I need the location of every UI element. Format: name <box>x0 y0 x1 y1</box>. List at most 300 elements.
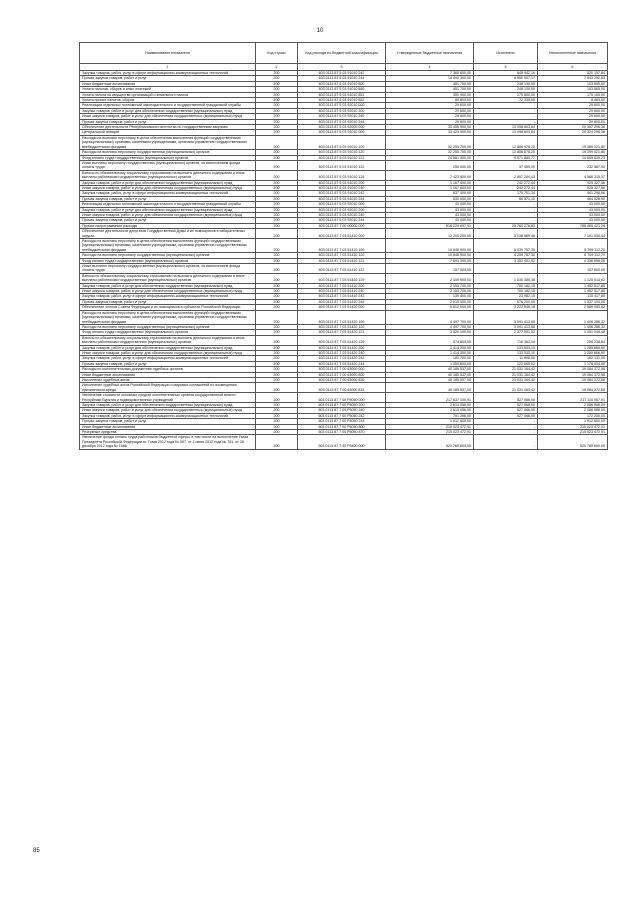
row-unexecuted-amount: 1 151 048,48 <box>538 330 608 335</box>
table-row <box>80 356 608 361</box>
row-line-code: 200 <box>256 135 298 149</box>
row-unexecuted-amount: 1 452 517,85 <box>538 289 608 294</box>
row-executed-amount: - <box>474 114 538 119</box>
row-budget-code: 603 0113 87 7 03 51420 129 <box>298 335 386 345</box>
header-executed: Исполнено <box>474 43 538 64</box>
row-budget-code: 603 0113 87 5 03 91010 850 <box>298 87 386 92</box>
row-budget-code: 603 0113 87 7 03 51420 242 <box>298 356 386 361</box>
row-indicator-name: Расходы на выплаты персоналу государственных (муниципальных) органов <box>80 253 256 258</box>
row-executed-amount: - <box>474 202 538 207</box>
row-unexecuted-amount: 1 406 286,32 <box>538 324 608 329</box>
row-unexecuted-amount: 19 389 021,80 <box>538 135 608 149</box>
row-unexecuted-amount: 217 110 067,91 <box>538 393 608 403</box>
row-indicator-name: Иные бюджетные ассигнования <box>80 372 256 377</box>
row-budget-code: 603 0113 87 7 00 63000 000 <box>298 367 386 372</box>
row-budget-code: 603 0113 87 5 03 91010 000 <box>298 130 386 135</box>
row-unexecuted-amount: 19 084 372,58 <box>538 377 608 382</box>
row-approved-amount: 1 300 600,00 <box>386 361 474 366</box>
row-approved-amount: 43 000,00 <box>386 202 474 207</box>
row-unexecuted-amount: 1 120 514,62 <box>538 273 608 283</box>
row-indicator-name: Закупка товаров, работ, услуг в сфере информационно-коммуникационных технологий <box>80 294 256 299</box>
row-executed-amount: 21 031 164,42 <box>474 383 538 393</box>
row-indicator-name: Закупка товаров, работ, услуг в сфере информационно-коммуникационных технологий <box>80 191 256 196</box>
table-row <box>80 283 608 288</box>
row-indicator-name: Прочая закупка товаров, работ и услуг <box>80 361 256 366</box>
row-executed-amount: - <box>474 108 538 113</box>
row-budget-code: 603 0113 87 7 00 63000 800 <box>298 372 386 377</box>
row-approved-amount: 2 613 056,00 <box>386 408 474 413</box>
row-executed-amount: 716 362,16 <box>474 335 538 345</box>
row-executed-amount: 676 200,00 <box>474 299 538 304</box>
row-approved-amount: 157 000,00 <box>386 264 474 274</box>
row-line-code: 200 <box>256 98 298 103</box>
row-unexecuted-amount: 175 100,00 <box>538 92 608 97</box>
row-line-code: 200 <box>256 87 298 92</box>
row-approved-amount: 29 600,00 <box>386 103 474 108</box>
row-budget-code: 603 0113 87 5 03 91010 852 <box>298 98 386 103</box>
row-approved-amount: 4 497 700,00 <box>386 324 474 329</box>
row-indicator-name: Фонд оплаты труда государственных (муниципальных) органов <box>80 258 256 263</box>
row-budget-code: 603 0113 87 5 03 91010 242 <box>298 191 386 196</box>
table-row <box>80 350 608 355</box>
table-row <box>80 185 608 190</box>
row-line-code: 200 <box>256 324 298 329</box>
row-budget-code: 603 0113 87 7 00 63000 830 <box>298 377 386 382</box>
header-line-code: Код строки <box>256 43 298 64</box>
row-executed-amount: 175 800,00 <box>474 92 538 97</box>
row-budget-code: 603 0113 87 7 00 P5050 800 <box>298 424 386 429</box>
row-executed-amount: 3 091 413,68 <box>474 324 538 329</box>
row-unexecuted-amount: 215 023 472,91 <box>538 430 608 435</box>
row-unexecuted-amount: 43 000,00 <box>538 212 608 217</box>
row-executed-amount: 12 866 978,20 <box>474 135 538 149</box>
row-unexecuted-amount: 1 280 666,90 <box>538 345 608 350</box>
row-budget-code: 603 0113 87 5 03 91010 800 <box>298 81 386 86</box>
row-indicator-name: Прочая закупка товаров, работ и услуг <box>80 119 256 124</box>
row-indicator-name: Расходы на выплаты персоналу в целях обеспечения выполнения функций государственными (муниципальными) органами, казенными учреждениями, органами управления государственными внебюджетными фондами <box>80 239 256 253</box>
row-indicator-name: Взносы по обязательному социальному страхованию на выплаты денежного содержания и иные выплаты работникам государственных (муниципальных) органов <box>80 335 256 345</box>
table-row <box>80 324 608 329</box>
row-unexecuted-amount: 4 338 898,08 <box>538 258 608 263</box>
row-budget-code: 603 0113 87 5 03 92010 000 <box>298 103 386 108</box>
row-approved-amount: 12 200 200,00 <box>386 229 474 239</box>
table-row <box>80 155 608 160</box>
row-unexecuted-amount: 215 023 472,91 <box>538 424 608 429</box>
row-line-code: 200 <box>256 299 298 304</box>
row-executed-amount: 1 030 385,38 <box>474 273 538 283</box>
row-approved-amount: 4 497 700,00 <box>386 310 474 324</box>
row-approved-amount: 43 000,00 <box>386 218 474 223</box>
row-budget-code: 603 0113 87 5 03 91010 240 <box>298 185 386 190</box>
row-approved-amount: 33 455 900,00 <box>386 125 474 130</box>
table-row <box>80 160 608 170</box>
row-line-code: 200 <box>256 350 298 355</box>
row-unexecuted-amount: 29 600,00 <box>538 114 608 119</box>
row-indicator-name: Иные закупки товаров, работ и услуг для обеспечения государственных (муниципальных) нужд <box>80 289 256 294</box>
table-row <box>80 135 608 149</box>
row-unexecuted-amount: 232 587,00 <box>538 160 608 170</box>
row-indicator-name: Исполнение судебных актов <box>80 377 256 382</box>
row-line-code: 200 <box>256 185 298 190</box>
row-indicator-name: Увеличение стоимости основных средств исполнительных органов государственной власти Республики Бурятия и подведомственных учреждений <box>80 393 256 403</box>
row-executed-amount: 3 222 946,18 <box>474 305 538 310</box>
row-line-code: 200 <box>256 125 298 130</box>
row-line-code: 200 <box>256 253 298 258</box>
row-approved-amount: 350 900,00 <box>386 92 474 97</box>
row-approved-amount: 43 000,00 <box>386 212 474 217</box>
table-row <box>80 253 608 258</box>
row-indicator-name: Обеспечение деятельности депутатов Государственной Думы и их помощников в избирательных округах <box>80 229 256 239</box>
row-indicator-name: Расходы на выплаты персоналу в целях обеспечения выполнения функций государственными (муниципальными) органами, казенными учреждениями, органами управления государственными внебюджетными фондами <box>80 135 256 149</box>
row-indicator-name: Обеспечение членов Совета Федерации и их помощников в субъектах Российской Федерации <box>80 305 256 310</box>
row-budget-code: 603 0113 87 7 03 51420 121 <box>298 330 386 335</box>
row-indicator-name: Закупка товаров, работ, услуг в сфере информационно-коммуникационных технологий <box>80 71 256 76</box>
row-approved-amount: 139 400,00 <box>386 294 474 299</box>
row-approved-amount: 29 600,00 <box>386 114 474 119</box>
row-unexecuted-amount: 4 566 315,57 <box>538 170 608 180</box>
row-budget-code: 603 0113 87 7 00 P5050 244 <box>298 419 386 424</box>
row-line-code: 200 <box>256 76 298 81</box>
header-approved: Утвержденные бюджетные назначения <box>386 43 474 64</box>
row-budget-code: 603 0113 87 5 03 91010 121 <box>298 155 386 160</box>
row-indicator-name: Закупка товаров, работ и услуг для обеспечения государственных (муниципальных) нужд <box>80 403 256 408</box>
row-budget-code: 603 0113 87 7 03 51410 244 <box>298 299 386 304</box>
row-unexecuted-amount: 19 084 372,58 <box>538 383 608 393</box>
row-approved-amount: 2 153 700,00 <box>386 289 474 294</box>
row-indicator-name: Исполнение судебных актов Российской Федерации и мировых соглашений по возмещению причиненного вреда <box>80 383 256 393</box>
row-executed-amount: 6 550 007,17 <box>474 76 538 81</box>
row-indicator-name: Расходы на выплаты персоналу государственных (муниципальных) органов <box>80 324 256 329</box>
row-budget-code: 603 0113 87 7 00 P5050 000 <box>298 393 386 403</box>
row-line-code: 200 <box>256 335 298 345</box>
table-row <box>80 289 608 294</box>
table-row <box>80 273 608 283</box>
row-line-code: 200 <box>256 258 298 263</box>
row-budget-code: 603 0113 87 5 03 92010 240 <box>298 212 386 217</box>
row-unexecuted-amount: 2 086 986,00 <box>538 408 608 413</box>
column-number: 4 <box>386 64 474 71</box>
row-line-code: 200 <box>256 393 298 403</box>
row-approved-amount: 10 848 900,00 <box>386 253 474 258</box>
row-line-code: 200 <box>256 264 298 274</box>
row-unexecuted-amount: 520 157,84 <box>538 71 608 76</box>
row-approved-amount: 215 023 472,91 <box>386 430 474 435</box>
row-approved-amount: 3 520 100,00 <box>386 330 474 335</box>
row-unexecuted-amount: 14 609 639,23 <box>538 155 608 160</box>
row-indicator-name: Расходы по исполнительным документам судебных органов <box>80 367 256 372</box>
column-number: 1 <box>80 64 256 71</box>
row-line-code: 200 <box>256 403 298 408</box>
row-unexecuted-amount: 162 131,00 <box>538 356 608 361</box>
row-indicator-name: Иные бюджетные ассигнования <box>80 424 256 429</box>
row-approved-amount: 1 167 600,00 <box>386 185 474 190</box>
row-executed-amount: 3 091 413,68 <box>474 310 538 324</box>
row-approved-amount: 29 600,00 <box>386 119 474 124</box>
row-executed-amount: 13 098 603,64 <box>474 130 538 135</box>
row-indicator-name: Увеличение фонда оплаты труда работников бюджетной сферы, в том числе на выполнение Указа Президента Российской Федерации от 7 мая 2012 года № 597, от 1 июня 2012 года № 761, от 28 декабря 2012 года № 1688 <box>80 435 256 449</box>
row-approved-amount: 40 185 537,00 <box>386 377 474 382</box>
row-executed-amount: 845 442,16 <box>474 71 538 76</box>
row-budget-code: 603 0113 87 5 03 92000 000 <box>298 125 386 130</box>
row-line-code: 200 <box>256 155 298 160</box>
row-executed-amount: 13 098 603,64 <box>474 125 538 130</box>
table-row <box>80 180 608 185</box>
header-unexecuted: Неисполненные назначения <box>538 43 608 64</box>
row-line-code: 200 <box>256 424 298 429</box>
header-row <box>80 43 608 64</box>
row-approved-amount: 974 600,00 <box>386 335 474 345</box>
row-line-code: 200 <box>256 419 298 424</box>
row-indicator-name: Расходы на выплаты персоналу в целях обеспечения выполнения функций государственными (муниципальными) органами, казенными учреждениями, органами управления государственными внебюджетными фондами <box>80 310 256 324</box>
row-line-code: 200 <box>256 103 298 108</box>
row-approved-amount: 14 493 300,00 <box>386 76 474 81</box>
header-budget-code: Код расхода по бюджетной классификации <box>298 43 386 64</box>
row-executed-amount: 242 272,44 <box>474 180 538 185</box>
row-unexecuted-amount: 786 469 421,28 <box>538 223 608 228</box>
column-number-row <box>80 64 608 71</box>
table-row <box>80 92 608 97</box>
row-executed-amount: 5 038 669,46 <box>474 229 538 239</box>
row-budget-code: 603 0113 87 7 03 51420 120 <box>298 324 386 329</box>
row-budget-code: 603 0113 87 5 03 91010 851 <box>298 92 386 97</box>
row-approved-amount: 7 365 600,00 <box>386 71 474 76</box>
row-line-code: 200 <box>256 377 298 382</box>
row-executed-amount: - <box>474 424 538 429</box>
row-indicator-name: Закупка товаров, работ и услуг для обеспечения государственных (муниципальных) нужд <box>80 283 256 288</box>
row-budget-code: 603 0113 87 7 03 51420 240 <box>298 350 386 355</box>
row-approved-amount: 32 255 700,00 <box>386 135 474 149</box>
row-unexecuted-amount: 1 337 100,00 <box>538 299 608 304</box>
row-unexecuted-amount: 8 465,00 <box>538 98 608 103</box>
row-line-code: 200 <box>256 283 298 288</box>
row-executed-amount: 527 066,00 <box>474 408 538 413</box>
row-unexecuted-amount: 157 000,00 <box>538 264 608 274</box>
row-budget-code: 603 0113 87 7 00 63000 831 <box>298 383 386 393</box>
row-indicator-name: Расходы на выплаты персоналу государственных (муниципальных) органов <box>80 150 256 155</box>
row-line-code: 200 <box>256 81 298 86</box>
row-unexecuted-amount: 115 417,85 <box>538 294 608 299</box>
row-executed-amount: 248 130,00 <box>474 87 538 92</box>
row-approved-amount: 10 848 900,00 <box>386 239 474 253</box>
row-unexecuted-amount: 461 298,66 <box>538 191 608 196</box>
row-line-code: 200 <box>256 170 298 180</box>
row-indicator-name: Иные закупки товаров, работ и услуг для обеспечения государственных (муниципальных) нужд <box>80 185 256 190</box>
row-executed-amount: - <box>474 435 538 449</box>
row-budget-code: 603 0113 87 7 00 P5050 240 <box>298 408 386 413</box>
row-executed-amount: 242 272,44 <box>474 185 538 190</box>
row-line-code: 200 <box>256 273 298 283</box>
row-line-code: 200 <box>256 408 298 413</box>
row-budget-code: 603 0113 87 5 03 92010 244 <box>298 119 386 124</box>
row-executed-amount: - <box>474 264 538 274</box>
column-number: 3 <box>298 64 386 71</box>
row-approved-amount: 451 700,00 <box>386 81 474 86</box>
row-indicator-name: Иные выплаты персоналу государственных (муниципальных) органов, за исключением фонда оплаты труда <box>80 160 256 170</box>
row-budget-code: 603 0113 87 7 03 51410 000 <box>298 229 386 239</box>
row-approved-amount: 530 600,00 <box>386 196 474 201</box>
row-unexecuted-amount: 464 028,90 <box>538 196 608 201</box>
table-row <box>80 383 608 393</box>
row-executed-amount: 527 066,00 <box>474 413 538 418</box>
row-executed-amount: 122 065,02 <box>474 361 538 366</box>
header-indicator-name: Наименование показателя <box>80 43 256 64</box>
row-unexecuted-amount: 1 452 517,85 <box>538 283 608 288</box>
row-line-code: 200 <box>256 383 298 393</box>
row-executed-amount: 23 982,15 <box>474 294 538 299</box>
row-budget-code: 603 0113 87 7 00 P5050 200 <box>298 403 386 408</box>
row-line-code: 200 <box>256 207 298 212</box>
row-unexecuted-amount: 7 943 292,83 <box>538 76 608 81</box>
row-unexecuted-amount: 172 200,00 <box>538 413 608 418</box>
row-executed-amount: 72 335,00 <box>474 98 538 103</box>
row-indicator-name: Закупка товаров, работ и услуг для обеспечения государственных (муниципальных) нужд <box>80 180 256 185</box>
row-approved-amount: 7 691 300,00 <box>386 258 474 263</box>
row-line-code: 200 <box>256 356 298 361</box>
row-executed-amount: 248 130,00 <box>474 81 538 86</box>
table-row <box>80 413 608 418</box>
row-unexecuted-amount: 1 406 286,32 <box>538 310 608 324</box>
row-approved-amount: 1 414 300,00 <box>386 350 474 355</box>
table-row <box>80 170 608 180</box>
row-approved-amount: 2 613 056,00 <box>386 403 474 408</box>
row-budget-code: 603 0113 87 5 03 91010 242 <box>298 71 386 76</box>
row-approved-amount: 2 015 300,00 <box>386 299 474 304</box>
row-approved-amount: 24 581 500,00 <box>386 155 474 160</box>
row-indicator-name: Закупка товаров, работ, услуг в сфере информационно-коммуникационных технологий <box>80 356 256 361</box>
row-executed-amount: 4 259 787,30 <box>474 253 538 258</box>
row-indicator-name: Центральный аппарат <box>80 130 256 135</box>
row-indicator-name: Взносы по обязательному социальному страхованию на выплаты денежного содержания и иные выплаты работникам государственных (муниципальных) органов <box>80 170 256 180</box>
row-budget-code: 603 0113 87 7 03 51420 244 <box>298 361 386 366</box>
row-line-code: 200 <box>256 330 298 335</box>
row-executed-amount: 3 352 401,92 <box>474 258 538 263</box>
row-line-code: 200 <box>256 345 298 350</box>
row-indicator-name: Закупка товаров, работ и услуг для обеспечения государственных (муниципальных) нужд <box>80 345 256 350</box>
row-indicator-name: Уплата налога на имущество организаций и земельного налога <box>80 92 256 97</box>
row-unexecuted-amount: 19 084 372,58 <box>538 372 608 377</box>
row-budget-code: 603 0113 87 5 03 92010 200 <box>298 108 386 113</box>
row-budget-code: 603 0113 87 7 00 00000 000 <box>298 223 386 228</box>
row-approved-amount: 701 266,00 <box>386 413 474 418</box>
row-indicator-name: Иные закупки товаров, работ и услуг для обеспечения государственных (муниципальных) нужд <box>80 408 256 413</box>
row-indicator-name: Фонд оплаты труда государственных (муниципальных) органов <box>80 155 256 160</box>
row-executed-amount: 2 857 284,43 <box>474 170 538 180</box>
row-budget-code: 603 0113 87 7 03 51410 240 <box>298 289 386 294</box>
row-approved-amount: 217 637 100,91 <box>386 393 474 403</box>
row-indicator-name: Резервные средства <box>80 430 256 435</box>
row-executed-amount: 175 701,34 <box>474 191 538 196</box>
row-executed-amount: 21 031 164,42 <box>474 377 538 382</box>
row-indicator-name: Иные бюджетные ассигнования <box>80 81 256 86</box>
row-line-code: 200 <box>256 191 298 196</box>
table-row <box>80 71 608 76</box>
row-indicator-name: Закупка товаров, работ и услуг для обеспечения государственных (муниципальных) нужд <box>80 108 256 113</box>
row-indicator-name: Реализация отдельных полномочий законодательного и государственной гражданской службы <box>80 103 256 108</box>
row-unexecuted-amount: 103 565,00 <box>538 87 608 92</box>
row-line-code: 200 <box>256 130 298 135</box>
row-budget-code: 603 0113 87 7 03 51420 100 <box>298 310 386 324</box>
row-approved-amount: 1 912 600,00 <box>386 419 474 424</box>
row-unexecuted-amount: 29 600,00 <box>538 103 608 108</box>
row-indicator-name: Иные закупки товаров, работ и услуг для обеспечения государственных (муниципальных) нужд <box>80 114 256 119</box>
row-unexecuted-amount: 1 280 666,90 <box>538 350 608 355</box>
table-row <box>80 229 608 239</box>
row-indicator-name: Обеспечение деятельности Республиканского агентства по государственным закупкам <box>80 125 256 130</box>
row-line-code: 200 <box>256 114 298 119</box>
row-budget-code: 603 0113 87 7 03 51410 100 <box>298 239 386 253</box>
row-line-code: 200 <box>256 229 298 239</box>
row-budget-code: 603 0113 87 7 03 51410 200 <box>298 283 386 288</box>
row-budget-code: 603 0113 87 7 00 P5050 242 <box>298 413 386 418</box>
row-indicator-name: Прочая закупка товаров, работ и услуг <box>80 218 256 223</box>
row-unexecuted-amount: 2 086 986,00 <box>538 403 608 408</box>
row-indicator-name: Закупка товаров, работ и услуг для обеспечения государственных (муниципальных) нужд <box>80 207 256 212</box>
row-executed-amount: - <box>474 218 538 223</box>
row-budget-code: 603 0113 87 5 03 91010 200 <box>298 180 386 185</box>
row-approved-amount: 1 167 600,00 <box>386 180 474 185</box>
row-unexecuted-amount: 5 799 112,70 <box>538 239 608 253</box>
row-unexecuted-amount: 925 327,56 <box>538 185 608 190</box>
row-executed-amount: 5 039 757,30 <box>474 239 538 253</box>
row-indicator-name: Прочие непрограммные расходы <box>80 223 256 228</box>
row-line-code: 200 <box>256 305 298 310</box>
row-line-code: 200 <box>256 435 298 449</box>
row-budget-code: 603 0113 87 7 03 51410 129 <box>298 273 386 283</box>
page-number-top: 10 <box>316 28 324 34</box>
row-budget-code: 603 0113 87 5 03 91010 122 <box>298 160 386 170</box>
row-line-code: 200 <box>256 92 298 97</box>
row-budget-code: 603 0113 87 7 03 51420 000 <box>298 305 386 310</box>
row-budget-code: 603 0113 87 5 03 91010 244 <box>298 76 386 81</box>
row-indicator-name: Иные закупки товаров, работ и услуг для обеспечения государственных (муниципальных) нужд <box>80 350 256 355</box>
row-executed-amount: 133 533,10 <box>474 350 538 355</box>
row-approved-amount: 40 185 537,00 <box>386 372 474 377</box>
table-row <box>80 345 608 350</box>
row-executed-amount: 527 066,00 <box>474 393 538 403</box>
row-line-code: 200 <box>256 218 298 223</box>
row-unexecuted-amount: 258 238,84 <box>538 335 608 345</box>
table-row <box>80 191 608 196</box>
row-executed-amount: 9 971 860,77 <box>474 155 538 160</box>
row-approved-amount: 80 800,00 <box>386 98 474 103</box>
row-line-code: 200 <box>256 119 298 124</box>
row-executed-amount: 21 031 164,42 <box>474 367 538 372</box>
row-indicator-name: Прочая закупка товаров, работ и услуг <box>80 196 256 201</box>
row-executed-amount: 37 459,00 <box>474 160 538 170</box>
row-unexecuted-amount: 103 565,00 <box>538 81 608 86</box>
row-indicator-name: Иные закупки товаров, работ и услуг для обеспечения государственных (муниципальных) нужд <box>80 212 256 217</box>
row-unexecuted-amount: 1 912 600,00 <box>538 419 608 424</box>
row-unexecuted-amount: 19 399 021,80 <box>538 150 608 155</box>
row-unexecuted-amount: 19 084 372,58 <box>538 367 608 372</box>
row-line-code: 200 <box>256 71 298 76</box>
row-indicator-name: Прочая закупка товаров, работ и услуг <box>80 76 256 81</box>
table-row <box>80 367 608 372</box>
row-line-code: 200 <box>256 289 298 294</box>
row-budget-code: 603 0113 87 5 03 91010 129 <box>298 170 386 180</box>
row-unexecuted-amount: 7 161 530,54 <box>538 229 608 239</box>
row-unexecuted-amount: 925 327,56 <box>538 180 608 185</box>
table-row <box>80 258 608 263</box>
row-budget-code: 603 0113 87 7 03 51410 120 <box>298 253 386 258</box>
row-indicator-name: Взносы по обязательному социальному страхованию на выплаты денежного содержания и иные выплаты работникам государственных (муниципальных) органов <box>80 273 256 283</box>
row-unexecuted-amount: 20 357 296,36 <box>538 125 608 130</box>
row-indicator-name: Фонд оплаты труда государственных (муниципальных) органов <box>80 330 256 335</box>
row-executed-amount: 21 031 164,42 <box>474 372 538 377</box>
row-unexecuted-amount: 520 769 600,00 <box>538 435 608 449</box>
row-unexecuted-amount: 29 600,00 <box>538 119 608 124</box>
row-executed-amount: 66 571,10 <box>474 196 538 201</box>
